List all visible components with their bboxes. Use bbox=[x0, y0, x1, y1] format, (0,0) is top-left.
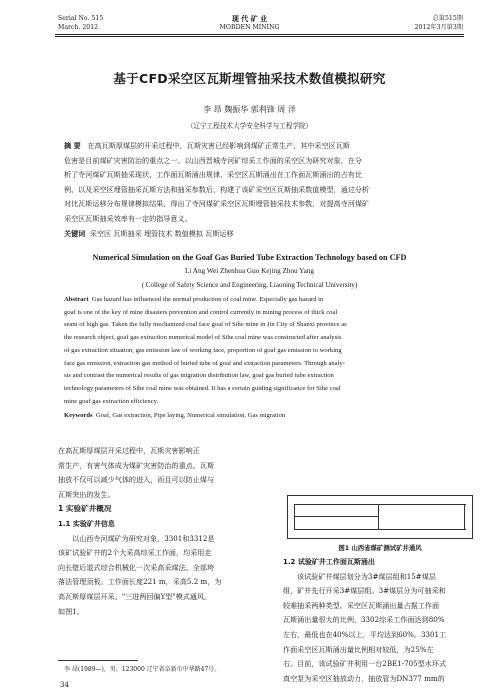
body-line: 落法管理顶板。工作面长度221 m，采高5.2 m，为 bbox=[58, 577, 222, 587]
body-line: 如图1。 bbox=[58, 606, 84, 616]
body-line: 以山西寺河煤矿为研究对象，3301和3312是 bbox=[72, 533, 215, 543]
abstract-cn-line: 对比瓦斯运移分布规律模拟结果，得出了寺河煤矿采空区瓦斯埋管抽采技术参数，对提高寺河煤矿 bbox=[64, 199, 370, 209]
intro-line: 在高瓦斯厚煤层开采过程中，瓦斯灾害影响正 bbox=[58, 446, 200, 455]
abstract-en-line: mine goaf gas extraction efficiency. bbox=[64, 397, 159, 405]
intro-line: 常生产，有害气体成为煤矿灾害防治的重点。瓦斯 bbox=[58, 460, 215, 470]
abstract-cn-line: 析了寺河煤矿瓦斯抽采现状、工作面瓦斯涌出规律、采空区瓦斯涌出在工作面瓦斯涌出的占有比 bbox=[64, 170, 362, 180]
body-line: 左右，最低也在40%以上，平均达到60%。3301工 bbox=[283, 629, 447, 639]
abstract-cn bbox=[64, 139, 448, 241]
body-line: 高瓦斯厚煤层开采。"三进两回偏Y型"模式通风。 bbox=[58, 591, 212, 601]
keywords-en-label: Keywords bbox=[64, 412, 93, 420]
section-heading-1: 1 实验矿井概况 bbox=[58, 504, 112, 514]
body-line: 真空泵为采空区抽放动力，抽放管为DN377 mm的 bbox=[283, 673, 445, 683]
keywords-cn-label: 关键词 bbox=[64, 228, 86, 238]
figure-caption: 图1 山西省煤矿测试矿井通风 bbox=[338, 544, 422, 552]
issue-date: March. 2012 bbox=[58, 24, 99, 31]
journal-title-en: MORDEN MINING bbox=[219, 24, 280, 31]
right-column bbox=[283, 555, 475, 686]
abstract-cn-line: 危害是目前煤矿灾害防治的重点之一。以山西晋城寺河矿综采工作面的采空区为研究对象，在分 bbox=[64, 155, 362, 165]
body-line: 该试验矿井煤层划分为3#煤层组和15#煤层 bbox=[297, 571, 436, 581]
body-line: 右。目前，该试验矿井利用一台2BE1-705型水环式 bbox=[283, 659, 447, 669]
journal-title-cn: 现 代 矿 业 bbox=[231, 14, 268, 23]
footnote-rule bbox=[58, 660, 138, 661]
abstract-en-line: of gas extraction situation, gas emission law of working face, proportion of goaf gas emission to working bbox=[64, 346, 342, 354]
abstract-cn-line: 采空区瓦斯抽采效率有一定的指导意义。 bbox=[64, 213, 192, 223]
header-rule-thin bbox=[55, 36, 464, 37]
abstract-cn-label: 摘 要 bbox=[64, 141, 81, 150]
total-issue: 总第515期 bbox=[432, 15, 463, 22]
section-heading-1-2: 1.2 试验矿井工作面瓦斯涌出 bbox=[283, 558, 375, 566]
authors-en: Li Ang Wei Zhenhua Guo Kejing Zhou Yang bbox=[184, 267, 315, 275]
title-en: Numerical Simulation on the Goaf Gas Buried Tube Extraction Technology based on CFD bbox=[92, 253, 407, 262]
intro-line: 抽放不仅可以减少气体的进入，而且可以防止煤与 bbox=[58, 475, 215, 485]
abstract-en-line: face gas emission, extraction gas method of buried tube of goaf and extraction parameters. Through analy- bbox=[64, 359, 345, 367]
section-heading-1-1: 1.1 实验矿井信息 bbox=[58, 519, 115, 528]
abstract-en-line: Gas hazard has influenced the normal production of coal mine. Especially gas hazard in bbox=[91, 296, 324, 303]
issue-cn: 2012年3月第3期 bbox=[414, 24, 463, 31]
abstract-cn-line: 在高瓦斯厚煤层的开采过程中，瓦斯灾害已经影响到煤矿正常生产，其中采空区瓦斯 bbox=[87, 141, 350, 150]
body-line: 瓦斯涌出量很大的比例，3302综采工作面达到80% bbox=[283, 615, 445, 625]
body-line: 作面采空区瓦斯涌出量比例相对较低，为25%左 bbox=[283, 644, 434, 654]
left-column bbox=[58, 444, 263, 619]
affiliation-en: ( College of Safety Science and Engineering, Liaoning Technical University) bbox=[141, 281, 358, 289]
serial-number: Serial No. 515 bbox=[58, 15, 104, 22]
keywords-en: Goaf, Gas extraction, Pipe laying, Numerical simulation, Gas migration bbox=[95, 412, 286, 420]
abstract-en-line: goaf is one of the key of mine disasters prevention and control currently in mining process of thick coal bbox=[64, 308, 338, 316]
keywords-cn: 采空区 瓦斯抽采 埋管技术 数值模拟 瓦斯运移 bbox=[89, 228, 234, 238]
authors: 李 昂 魏振华 郭利锋 周 洋 bbox=[203, 105, 296, 114]
footnote: 李 昂(1989—)，男，123000 辽宁省阜新市中华路47号。 bbox=[64, 666, 221, 673]
header-rule bbox=[55, 34, 464, 35]
abstract-cn-line: 例、以及采空区埋管抽采瓦斯方法和抽采参数后，构建了该矿采空区瓦斯抽采数值模型，通过分析 bbox=[64, 184, 370, 194]
abstract-en-line: sis and contrast the numerical results of gas migration distribution law, goaf gas buried tube extraction bbox=[64, 372, 334, 380]
abstract-en-line: technology parameters of Sihe coal mine was obtained. It has a certain guiding significance for Sihe coal bbox=[64, 384, 341, 392]
affiliation: （辽宁工程技术大学安全科学与工程学院） bbox=[186, 122, 313, 130]
paper-title: 基于CFD采空区瓦斯埋管抽采技术数值模拟研究 bbox=[113, 71, 386, 86]
abstract-en bbox=[64, 294, 448, 423]
abstract-en-line: the research object, goaf gas extraction numerical model of Sihe coal mine was constructed after analysis bbox=[64, 334, 342, 342]
body-line: 向长壁后退式综合机械化一次采高采煤法、全部垮 bbox=[58, 562, 215, 572]
abstract-en-line: seam of high gas. Taken the fully mechanized coal face goaf of Sihe mine in Jin City of Shanxi province as bbox=[64, 321, 347, 329]
body-line: 该矿试验矿井的2个大采高综采工作面，均采用走 bbox=[58, 548, 212, 558]
figure-1-ventilation-diagram bbox=[287, 495, 473, 539]
page-number: 34 bbox=[60, 681, 69, 689]
intro-line: 瓦斯突出的发生。 bbox=[58, 489, 115, 499]
body-line: 较难抽采两种类型。采空区瓦斯涌出量占据工作面 bbox=[283, 600, 440, 610]
abstract-en-label: Abstract bbox=[64, 296, 89, 303]
body-line: 组，矿井先行开采3#煤层组。3#煤层分为可抽采和 bbox=[283, 586, 446, 596]
